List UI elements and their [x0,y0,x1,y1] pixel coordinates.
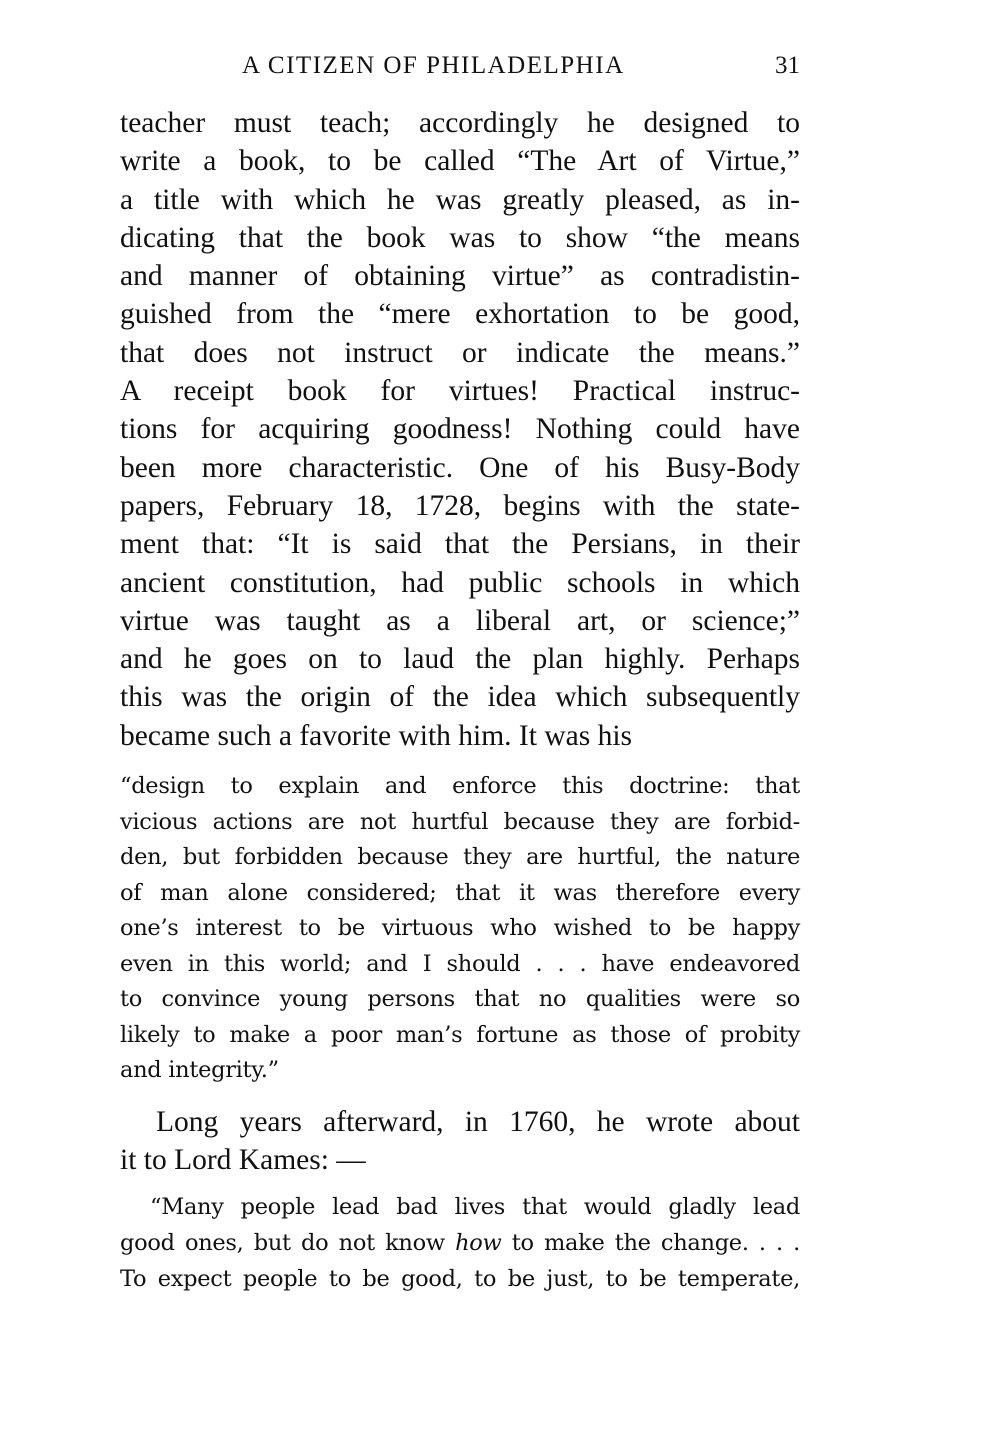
text-line: virtue was taught as a liberal art, or science;” [120,604,800,637]
book-page [120,48,800,1297]
paragraph-lord-kames [120,1103,800,1180]
text-line: ment that: “It is said that the Persians, in their [120,528,800,561]
quote-line: vicious actions are not hurtful because they are forbid- [120,808,800,835]
text-line: write a book, to be called “The Art of Virtue,” [120,145,800,178]
running-title: A CITIZEN OF PHILADELPHIA [242,52,625,79]
emphasis-how: how [455,1230,502,1257]
quote-line-with-emphasis [120,1225,800,1261]
page-number: 31 [775,52,800,79]
text-line: ancient constitution, had public schools in which [120,566,800,599]
text-line: became such a favorite with him. It was his [120,719,633,752]
quote-line: to convince young persons that no qualities were so [120,986,800,1013]
text-line: been more characteristic. One of his Busy-Body [120,451,800,484]
quote-text-before: good ones, but do not know [120,1230,456,1257]
quote-line: “design to explain and enforce this doctrine: that [120,773,800,800]
quote-text-after: to make the change. . . . [501,1230,800,1257]
text-line: that does not instruct or indicate the means.” [120,336,800,369]
quote-line: likely to make a poor man’s fortune as those of probity [120,1021,800,1048]
quote-line: one’s interest to be virtuous who wished to be happy [120,915,800,942]
text-line: papers, February 18, 1728, begins with the state- [120,489,800,522]
running-head [120,48,800,88]
text-line: it to Lord Kames: — [120,1143,366,1176]
text-line: a title with which he was greatly pleased, as in- [120,183,800,216]
text-line: dicating that the book was to show “the means [120,221,800,254]
text-line: A receipt book for virtues! Practical instruc- [120,375,800,408]
paragraph-main [120,104,800,755]
text-line: guished from the “mere exhortation to be good, [120,298,800,331]
text-line: this was the origin of the idea which subsequently [120,681,800,714]
text-line: and manner of obtaining virtue” as contradistin- [120,260,800,293]
block-quote-design [120,769,800,1089]
text-line: tions for acquiring goodness! Nothing could have [120,413,800,446]
text-line: Long years afterward, in 1760, he wrote about [156,1105,800,1138]
block-quote-kames [120,1189,800,1297]
quote-line: To expect people to be good, to be just, to be temperate, [120,1266,800,1293]
quote-line: of man alone considered; that it was therefore every [120,879,800,906]
quote-line: even in this world; and I should . . . have endeavored [120,950,800,977]
text-line: teacher must teach; accordingly he designed to [120,107,800,139]
quote-line: “Many people lead bad lives that would gladly lead [150,1194,800,1221]
quote-line: den, but forbidden because they are hurtful, the nature [120,844,800,871]
quote-line: and integrity.” [120,1057,279,1084]
text-line: and he goes on to laud the plan highly. Perhaps [120,643,800,676]
